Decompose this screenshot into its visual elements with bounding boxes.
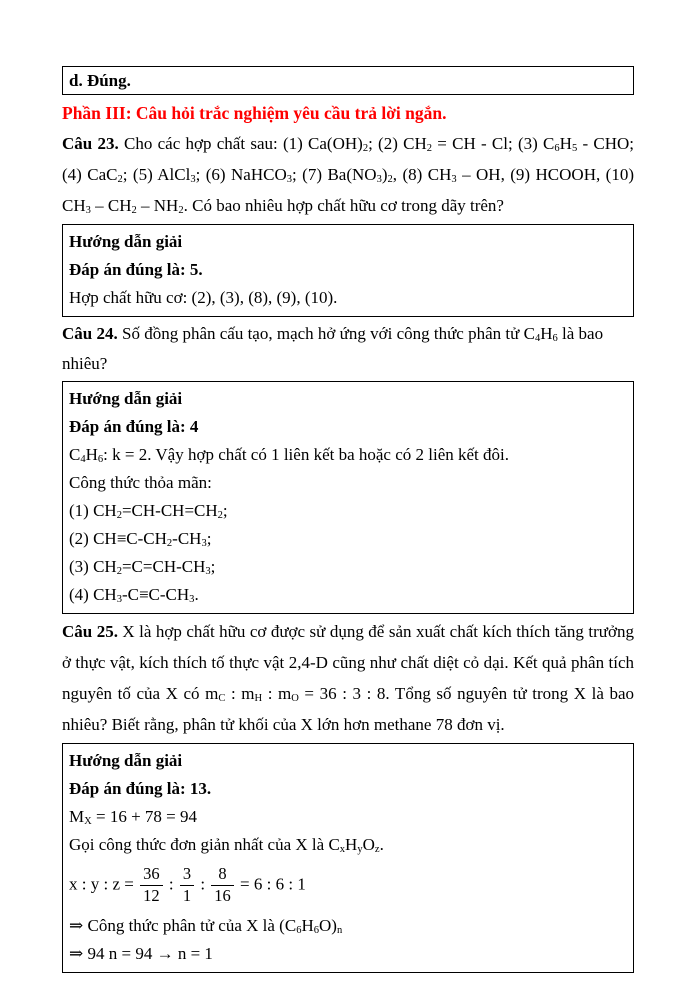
correct-answer-line: Đáp án đúng là: 13.	[69, 779, 212, 798]
correct-answer-line: Đáp án đúng là: 4	[69, 417, 199, 436]
empirical-formula-line: Gọi công thức đơn giản nhất của X là $C_xH_yO_z$.	[69, 835, 384, 856]
solution-guide-title: Hướng dẫn giải	[69, 751, 183, 770]
solution-24-box	[62, 381, 634, 614]
molecular-formula-line: ⇒ Công thức phân tử của X là $(C_6H_6O)_n$	[69, 915, 343, 936]
isomer-formula-1: (1) $CH_2=CH-CH=CH_2$;	[69, 501, 228, 522]
correct-answer-line: Đáp án đúng là: 5.	[69, 260, 203, 279]
isomer-formula-2: (2) $CH\equiv C-CH_2-CH_3$;	[69, 529, 212, 550]
solution-guide-title: Hướng dẫn giải	[69, 232, 183, 251]
statement-d-answer: d. Đúng.	[69, 71, 131, 90]
solution-25-box	[62, 743, 634, 973]
solution-23-box	[62, 224, 634, 317]
isomer-formula-4: (4) $CH_3-C\equiv C-CH_3$.	[69, 585, 199, 606]
solution-line: Công thức thỏa mãn:	[69, 473, 212, 492]
question-23-text: Câu 23. Cho các hợp chất sau: (1) $Ca(OH)_2$; (2) $CH_2$ = CH - Cl; (3) $C_6H_5$ - CHO; (4) CaC$_2$; (5) AlCl$_3$; (6) NaHCO$_3$; (7) $Ba(NO_3)_2$, (8) $CH_3$ – OH, (9) HCOOH, (10) $CH_3 - CH_2 - NH_2$. Có bao nhiêu hợp chất hữu cơ trong dãy trên?	[62, 134, 635, 217]
ratio-equation: x : y : z = $\frac{36}{12}$ : $\frac{3}{1}$ : $\frac{8}{16}$ = 6 : 6 : 1	[69, 864, 306, 905]
solution-line: Hợp chất hữu cơ: (2), (3), (8), (9), (10).	[69, 288, 338, 307]
solution-line: $C_4H_6$: k = 2. Vậy hợp chất có 1 liên kết ba hoặc có 2 liên kết đôi.	[69, 445, 510, 466]
statement-d-answer-box	[62, 66, 634, 95]
molar-mass-equation: $M_X = 16 + 78 = 94$	[69, 807, 197, 828]
part-iii-heading: Phần III: Câu hỏi trắc nghiệm yêu cầu trả lời ngắn.	[62, 103, 447, 123]
question-25-text: Câu 25. X là hợp chất hữu cơ được sử dụng để sản xuất chất kích thích tăng trưởng ở thực vật, kích thích tố thực vật 2,4-D cũng như chất diệt cỏ dại. Kết quả phân tích nguyên tố của X có $m_C$ : $m_H$ : $m_O = 36$ : 3 : 8. Tổng số nguyên tử trong X là bao nhiêu? Biết rằng, phân tử khối của X lớn hơn methane 78 đơn vị.	[62, 622, 634, 734]
question-24-text: Câu 24. Số đồng phân cấu tạo, mạch hở ứng với công thức phân tử $C_4H_6$ là bao nhiêu?	[62, 324, 604, 373]
isomer-formula-3: (3) $CH_2=C=CH-CH_3$;	[69, 557, 216, 578]
n-value-equation: ⇒ 94 n = 94 → n = 1	[69, 943, 213, 963]
solution-guide-title: Hướng dẫn giải	[69, 389, 183, 408]
